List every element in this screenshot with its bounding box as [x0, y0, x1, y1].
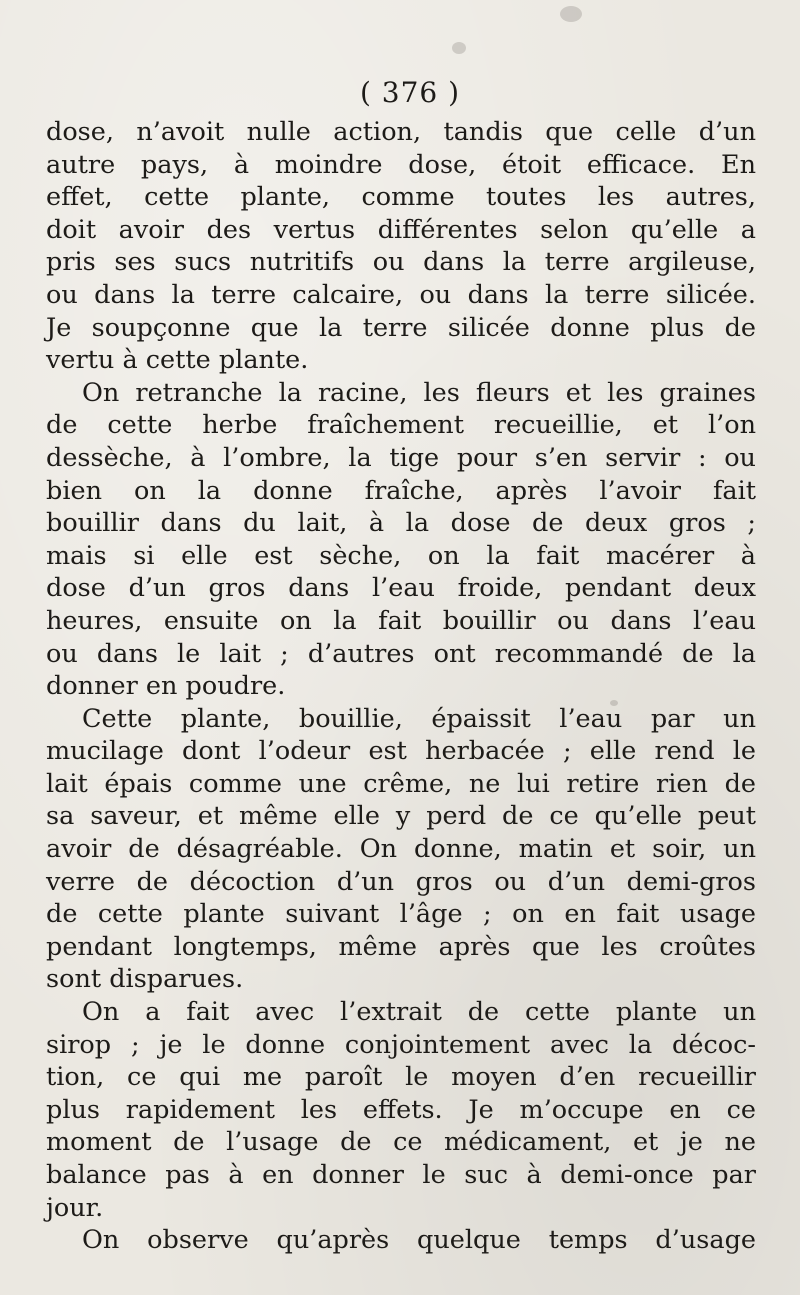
text-line: sa saveur, et même elle y perd de ce qu’elle peut: [46, 801, 756, 832]
text-line: de cette herbe fraîchement recueillie, et l’on: [46, 410, 756, 441]
text-line: plus rapidement les effets. Je m’occupe en ce: [46, 1094, 756, 1125]
text-line: On a fait avec l’extrait de cette plante un: [82, 997, 756, 1028]
page-number: ( 376 ): [359, 76, 461, 109]
text-line: sirop ; je le donne conjointement avec la décoc-: [46, 1029, 756, 1060]
text-line: lait épais comme une crême, ne lui retire rien de: [46, 768, 756, 799]
text-line: avoir de désagréable. On donne, matin et soir, un: [46, 834, 756, 865]
text-line: bouillir dans du lait, à la dose de deux gros ;: [46, 508, 756, 539]
text-line: Je soupçonne que la terre silicée donne plus de: [46, 312, 756, 343]
text-line: doit avoir des vertus différentes selon qu’elle a: [46, 214, 756, 245]
text-line: donner en poudre.: [46, 671, 286, 702]
text-line: pris ses sucs nutritifs ou dans la terre argileuse,: [46, 247, 756, 278]
text-line: dessèche, à l’ombre, la tige pour s’en servir : ou: [46, 442, 756, 473]
body-text: [46, 116, 756, 1257]
text-line: mais si elle est sèche, on la fait macérer à: [46, 540, 756, 571]
text-line: balance pas à en donner le suc à demi-once par: [46, 1160, 756, 1190]
paper-speck: [452, 42, 466, 54]
text-line: ou dans le lait ; d’autres ont recommandé de la: [46, 638, 756, 669]
text-line: autre pays, à moindre dose, étoit efficace. En: [46, 149, 756, 180]
text-line: de cette plante suivant l’âge ; on en fait usage: [46, 899, 756, 930]
text-line: mucilage dont l’odeur est herbacée ; elle rend le: [46, 736, 756, 767]
text-line: sont disparues.: [46, 964, 244, 995]
text-line: effet, cette plante, comme toutes les autres,: [46, 182, 756, 213]
text-line: pendant longtemps, même après que les croûtes: [46, 931, 756, 962]
text-line: moment de l’usage de ce médicament, et je ne: [46, 1127, 756, 1158]
text-line: dose d’un gros dans l’eau froide, pendant deux: [46, 573, 756, 604]
text-line: heures, ensuite on la fait bouillir ou dans l’eau: [46, 605, 756, 636]
text-line: On observe qu’après quelque temps d’usage: [82, 1225, 756, 1256]
text-line: Cette plante, bouillie, épaissit l’eau par un: [82, 703, 756, 734]
text-line: On retranche la racine, les fleurs et les graines: [82, 377, 756, 408]
text-line: dose, n’avoit nulle action, tandis que celle d’un: [46, 117, 756, 147]
text-line: bien on la donne fraîche, après l’avoir fait: [46, 475, 756, 506]
text-line: verre de décoction d’un gros ou d’un demi-gros: [46, 866, 756, 897]
text-line: tion, ce qui me paroît le moyen d’en recueillir: [46, 1062, 756, 1093]
text-line: jour.: [46, 1192, 104, 1223]
paper-speck: [560, 6, 582, 22]
text-line: ou dans la terre calcaire, ou dans la terre silicée.: [46, 279, 756, 310]
text-line: vertu à cette plante.: [46, 345, 309, 376]
